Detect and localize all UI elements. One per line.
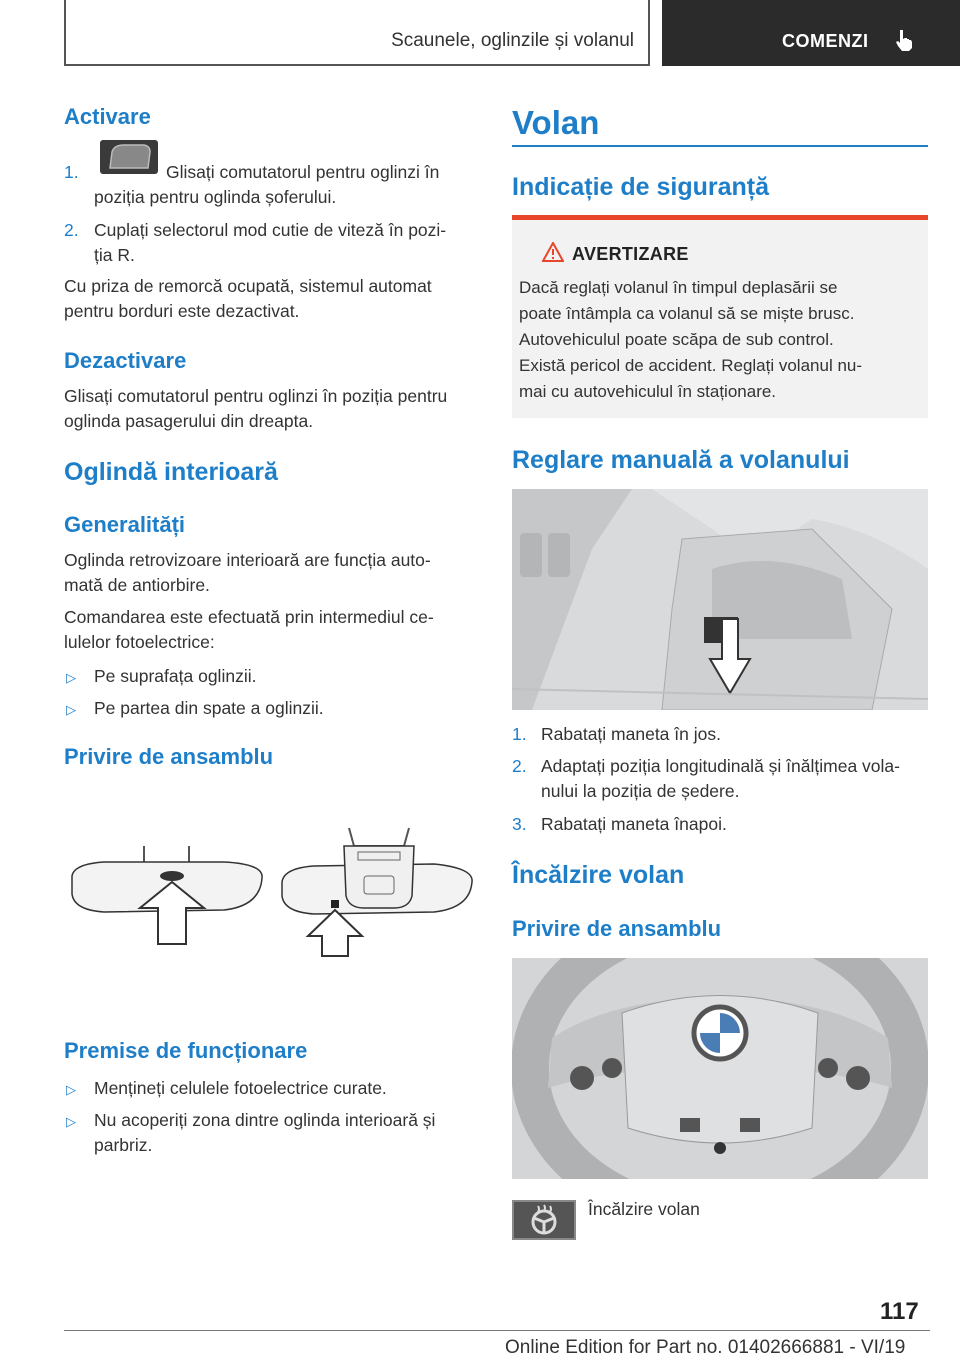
warning-line: Există pericol de accident. Reglați volanul nu- — [519, 356, 863, 375]
pointing-hand-icon — [894, 28, 916, 52]
dezactivare-heading: Dezactivare — [64, 348, 187, 373]
page-number: 117 — [880, 1298, 919, 1325]
privire-heading: Privire de ansamblu — [64, 744, 274, 769]
oglinda-heading: Oglindă interioară — [64, 458, 278, 486]
generalitati-text: Comandarea este efectuată prin intermediul ce- — [64, 607, 434, 627]
manual-heading: Reglare manuală a volanului — [512, 446, 850, 474]
title-divider — [512, 145, 928, 147]
steering-wheel-illustration — [512, 958, 928, 1179]
activare-note: pentru borduri este dezactivat. — [64, 301, 300, 321]
warning-box — [512, 215, 928, 418]
step-number: 1. — [512, 724, 527, 744]
step-text: ția R. — [94, 245, 135, 265]
warning-line: poate întâmpla ca volanul să se miște brusc. — [519, 304, 855, 323]
step-text: Cuplați selectorul mod cutie de viteză în pozi- — [94, 220, 447, 240]
warning-title: AVERTIZARE — [572, 244, 689, 264]
bullet-icon: ▷ — [66, 1082, 76, 1097]
heating-privire-heading: Privire de ansamblu — [512, 916, 722, 941]
steering-column-illustration — [512, 489, 928, 710]
volan-title: Volan — [512, 104, 600, 141]
mirror-illustration — [64, 816, 480, 966]
dezactivare-text: oglinda pasagerului din dreapta. — [64, 411, 314, 431]
activare-heading: Activare — [64, 104, 151, 129]
bullet-icon: ▷ — [66, 1114, 76, 1129]
generalitati-text: lulelor fotoelectrice: — [64, 632, 215, 652]
warning-line: Autovehiculul poate scăpa de sub control. — [519, 330, 834, 349]
edition-footer: Online Edition for Part no. 01402666881 - VI/19 — [505, 1337, 906, 1358]
step-text: Rabatați maneta în jos. — [541, 724, 721, 744]
chapter-label: COMENZI — [782, 31, 869, 51]
bullet-icon: ▷ — [66, 702, 76, 717]
mirror-switch-icon — [100, 140, 158, 174]
step-number: 3. — [512, 814, 527, 834]
step-number: 2. — [64, 220, 79, 240]
list-item: parbriz. — [94, 1135, 153, 1155]
step-text: Rabatați maneta înapoi. — [541, 814, 727, 834]
list-item: Mențineți celulele fotoelectrice curate. — [94, 1078, 387, 1098]
section-title: Scaunele, oglinzile și volanul — [391, 30, 634, 51]
list-item: Pe partea din spate a oglinzii. — [94, 698, 324, 718]
header-section-box — [64, 0, 650, 66]
steering-heating-button[interactable] — [512, 1200, 576, 1240]
heated-steering-wheel-icon — [528, 1204, 560, 1236]
warning-triangle-icon — [542, 242, 564, 262]
warning-text — [519, 275, 919, 405]
warning-line: Dacă reglați volanul în timpul deplasării se — [519, 278, 838, 297]
generalitati-heading: Generalități — [64, 512, 186, 537]
warning-line: mai cu autovehiculul în staționare. — [519, 382, 777, 401]
step-number: 2. — [512, 756, 527, 776]
premise-heading: Premise de funcționare — [64, 1038, 308, 1063]
step-text: Adaptați poziția longitudinală și înălțimea vola- — [541, 756, 900, 776]
list-item: Nu acoperiți zona dintre oglinda interioară și — [94, 1110, 436, 1130]
dezactivare-text: Glisați comutatorul pentru oglinzi în poziția pentru — [64, 386, 448, 406]
bullet-icon: ▷ — [66, 670, 76, 685]
chapter-tab[interactable] — [662, 0, 960, 66]
footer-divider — [64, 1330, 930, 1331]
heating-heading: Încălzire volan — [512, 861, 685, 889]
activare-note: Cu priza de remorcă ocupată, sistemul automat — [64, 276, 432, 296]
generalitati-text: mată de antiorbire. — [64, 575, 210, 595]
step-text: poziția pentru oglinda șoferului. — [94, 187, 337, 207]
heating-button-label: Încălzire volan — [588, 1199, 700, 1219]
step-number: 1. — [64, 162, 79, 182]
generalitati-text: Oglinda retrovizoare interioară are funcția auto- — [64, 550, 431, 570]
step-text: nului la poziția de ședere. — [541, 781, 740, 801]
step-text: Glisați comutatorul pentru oglinzi în — [166, 162, 440, 182]
list-item: Pe suprafața oglinzii. — [94, 666, 257, 686]
safety-heading: Indicație de siguranță — [512, 173, 770, 201]
